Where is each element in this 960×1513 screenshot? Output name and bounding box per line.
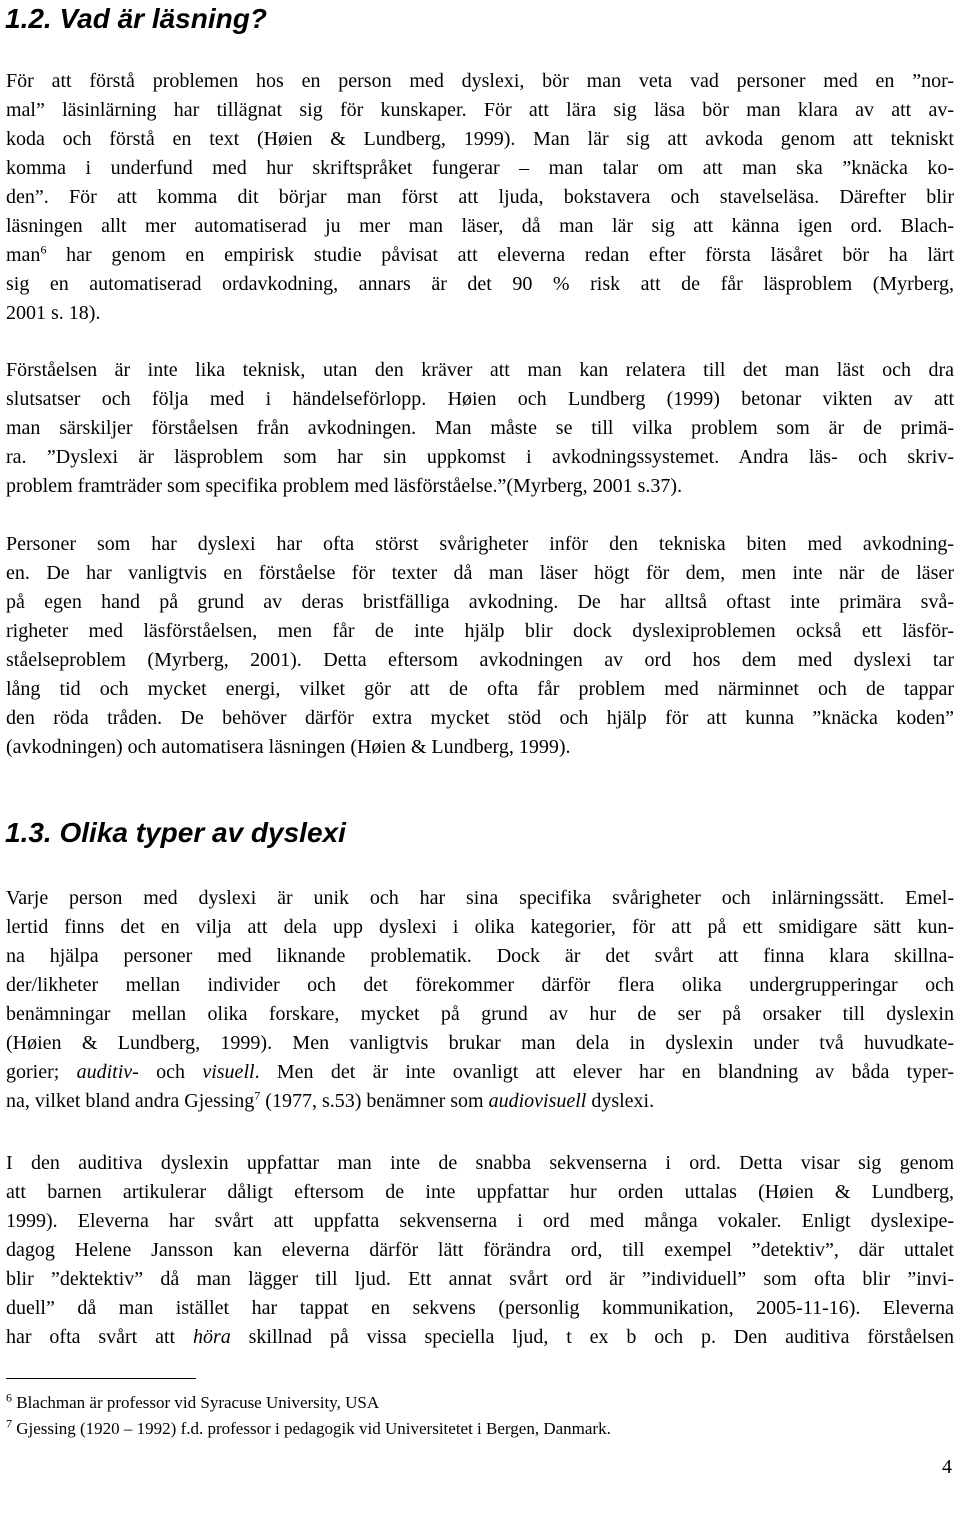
text-line: benämningar mellan olika forskare, mycket på grund av hur de ser på orsaker till dyslexin bbox=[6, 1003, 954, 1025]
text-line: 2001 s. 18). bbox=[6, 302, 101, 324]
text-line: den röda tråden. De behöver därför extra mycket stöd och hjälp för att kunna ”knäcka koden” bbox=[6, 707, 954, 729]
text-line: man särskiljer förståelsen från avkodningen. Man måste se till vilka problem som är de primä- bbox=[6, 417, 954, 439]
section-heading-1-2: 1.2. Vad är läsning? bbox=[5, 3, 267, 34]
text-line: problem framträder som specifika problem med läsförståelse.”(Myrberg, 2001 s.37). bbox=[6, 475, 683, 497]
text-line: Varje person med dyslexi är unik och har sina specifika svårigheter och inlärningssätt. Emel- bbox=[6, 887, 954, 909]
text-line: en. De har vanligtvis en förståelse för texter då man läser högt för dem, men inte när de läser bbox=[6, 562, 954, 584]
text-line: på egen hand på grund av deras bristfälliga avkodning. De har alltså oftast inte primära svå- bbox=[6, 591, 954, 613]
paragraph-types-of-dyslexia bbox=[6, 884, 954, 1116]
footnote-ref-6: 6 bbox=[40, 242, 47, 257]
section-heading-1-3: 1.3. Olika typer av dyslexi bbox=[5, 817, 346, 848]
paragraph-what-is-reading bbox=[6, 67, 954, 328]
text-line: För att förstå problemen hos en person med dyslexi, bör man veta vad personer med en ”nor- bbox=[6, 70, 954, 92]
text-line: (avkodningen) och automatisera läsningen (Høien & Lundberg, 1999). bbox=[6, 736, 571, 758]
text-line: komma i underfund med hur skriftspråket fungerar – man talar om att man ska ”knäcka ko- bbox=[6, 157, 954, 179]
text-line: ra. ”Dyslexi är läsproblem som har sin uppkomst i avkodningssystemet. Andra läs- och skriv- bbox=[6, 446, 954, 468]
text-line: slutsatser och följa med i händelseförlopp. Høien och Lundberg (1999) betonar vikten av att bbox=[6, 388, 954, 410]
text-line: mal” läsinlärning har tillägnat sig för kunskaper. För att lära sig läsa bör man klara av att av- bbox=[6, 99, 954, 121]
footnote-ref-7: 7 bbox=[254, 1088, 261, 1103]
text-line: gorier; auditiv- och visuell. Men det är inte ovanligt att elever har en blandning av båda typer- bbox=[6, 1061, 954, 1083]
page-number: 4 bbox=[942, 1456, 952, 1478]
text-line: na hjälpa personer med liknande problematik. Dock är det svårt att finna klara skillna- bbox=[6, 945, 954, 967]
text-line: den”. För att komma dit börjar man först att ljuda, bokstavera och stavelseläsa. Därefter blir bbox=[6, 186, 954, 208]
text-line: dagog Helene Jansson kan eleverna därför lätt förändra ord, till exempel ”detektiv”, där uttalet bbox=[6, 1239, 954, 1261]
text-line: na, vilket bland andra Gjessing$^7$ (1977, s.53) benämner som audiovisuell dyslexi. bbox=[6, 1088, 655, 1112]
paragraph-dyslexia-difficulties bbox=[6, 530, 954, 762]
footnote-divider bbox=[6, 1378, 196, 1379]
text-line: koda och förstå en text (Høien & Lundberg, 1999). Man lär sig att avkoda genom att tekniskt bbox=[6, 128, 954, 150]
paragraph-auditory-dyslexia bbox=[6, 1149, 954, 1352]
text-line: har ofta svårt att höra skillnad på vissa speciella ljud, t ex b och p. Den auditiva förståelsen bbox=[6, 1326, 954, 1348]
paragraph-comprehension bbox=[6, 356, 954, 501]
text-line: Förståelsen är inte lika teknisk, utan den kräver att man kan relatera till det man läst och dra bbox=[6, 359, 954, 381]
text-line: lång tid och mycket energi, vilket gör att de ofta får problem med närminnet och de tappar bbox=[6, 678, 954, 700]
text-line: duell” då man istället har tappat en sekvens (personlig kommunikation, 2005-11-16). Eleverna bbox=[6, 1297, 954, 1319]
text-line: blir ”dektektiv” då man lägger till ljud. Ett annat svårt ord är ”individuell” som ofta blir ”invi- bbox=[6, 1268, 954, 1290]
text-line: Personer som har dyslexi har ofta störst svårigheter inför den tekniska biten med avkodning- bbox=[6, 533, 954, 555]
text-line: (Høien & Lundberg, 1999). Men vanligtvis brukar man dela in dyslexin under två huvudkate- bbox=[6, 1032, 954, 1054]
text-line: der/likheter mellan individer och det förekommer därför flera olika undergrupperingar och bbox=[6, 974, 954, 996]
text-line: lertid finns det en vilja att dela upp dyslexi i olika kategorier, för att på ett smidigare sätt kun- bbox=[6, 916, 954, 938]
text-line: righeter med läsförståelsen, men får de inte hjälp blir dock dyslexiproblemen också ett läsför- bbox=[6, 620, 954, 642]
text-line: ståelseproblem (Myrberg, 2001). Detta eftersom avkodningen av ord hos dem med dyslexi tar bbox=[6, 649, 954, 671]
text-line: 1999). Eleverna har svårt att uppfatta sekvenserna i ord med många vokaler. Enligt dyslexipe- bbox=[6, 1210, 954, 1232]
footnote-6: $^6$ Blachman är professor vid Syracuse University, USA bbox=[6, 1390, 380, 1412]
text-line: läsningen allt mer automatiserad ju mer man läser, då man lär sig att känna igen ord. Blach- bbox=[6, 215, 954, 237]
text-line: man$^6$ har genom en empirisk studie påvisat att eleverna redan efter första läsåret bör ha lärt bbox=[6, 242, 954, 266]
text-line: att barnen artikulerar dåligt eftersom de inte uppfattar hur orden uttalas (Høien & Lundberg, bbox=[6, 1181, 954, 1203]
text-line: sig en automatiserad ordavkodning, annars är det 90 % risk att de får läsproblem (Myrberg, bbox=[6, 273, 954, 295]
footnote-7: $^7$ Gjessing (1920 – 1992) f.d. professor i pedagogik vid Universitetet i Bergen, Danmark. bbox=[6, 1416, 611, 1438]
text-line: I den auditiva dyslexin uppfattar man inte de snabba sekvenserna i ord. Detta visar sig genom bbox=[6, 1152, 954, 1174]
